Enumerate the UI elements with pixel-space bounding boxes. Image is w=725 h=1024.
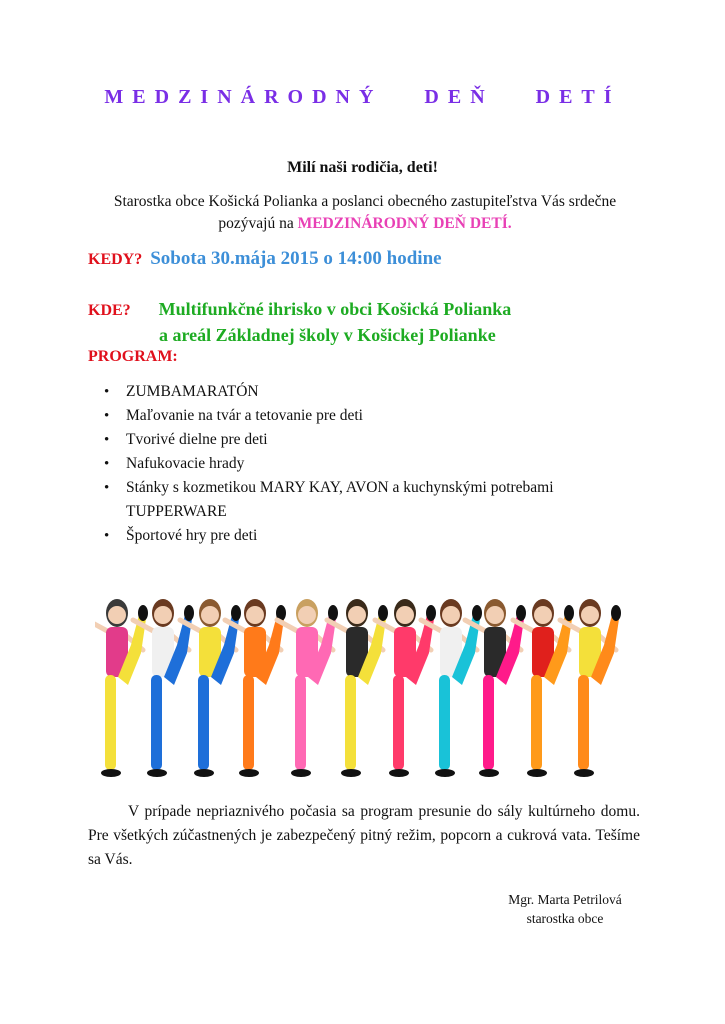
where-label: KDE? [88, 302, 131, 319]
program-label: PROGRAM: [88, 348, 178, 365]
page-title: MEDZINÁRODNÝ DEŇ DETÍ [104, 86, 621, 108]
when-row [88, 248, 442, 270]
event-name-highlight: MEDZINÁRODNÝ DEŇ DETÍ. [297, 215, 512, 232]
dancer-figure [225, 599, 286, 777]
program-item: • Stánky s kozmetikou MARY KAY, AVON a kuchynskými potrebami TUPPERWARE [102, 476, 622, 524]
dancer-figure [133, 599, 194, 777]
where-line-1: Multifunkčné ihrisko v obci Košická Polianka [158, 299, 512, 319]
dancer-figure [560, 599, 621, 777]
signature-name: Mgr. Marta Petrilová [508, 892, 622, 907]
invitation-text [90, 191, 640, 235]
program-item: • Tvorivé dielne pre deti [102, 428, 622, 452]
where-row [88, 299, 511, 320]
when-value: Sobota 30.mája 2015 o 14:00 hodine [150, 248, 442, 269]
dancing-children-photo [95, 575, 635, 790]
when-label: KEDY? [88, 251, 143, 268]
dancer-figure [277, 599, 338, 777]
program-item: • ZUMBAMARATÓN [102, 380, 622, 404]
greeting: Milí naši rodičia, deti! [287, 159, 438, 176]
program-item: • Športové hry pre deti [102, 524, 622, 548]
dancer-figure [465, 599, 526, 777]
dancer-figure [327, 599, 388, 777]
signature-block [490, 890, 640, 928]
signature-role: starostka obce [526, 911, 604, 926]
dancer-figure [513, 599, 574, 777]
closing-paragraph: V prípade nepriaznivého počasia sa program presunie do sály kultúrneho domu. Pre všetkých zúčastnených je zabezpečený pitný režim, popcorn a cukrová vata. Tešíme sa Vás. [88, 803, 640, 868]
program-item: • Nafukovacie hrady [102, 452, 622, 476]
where-line-2: a areál Základnej školy v Košickej Polianke [159, 325, 496, 345]
program-list [102, 380, 622, 548]
invitation-body: Starostka obce Košická Polianka a poslanci obecného zastupiteľstva Vás srdečne pozývajú na [113, 193, 617, 232]
program-item: • Maľovanie na tvár a tetovanie pre deti [102, 404, 622, 428]
